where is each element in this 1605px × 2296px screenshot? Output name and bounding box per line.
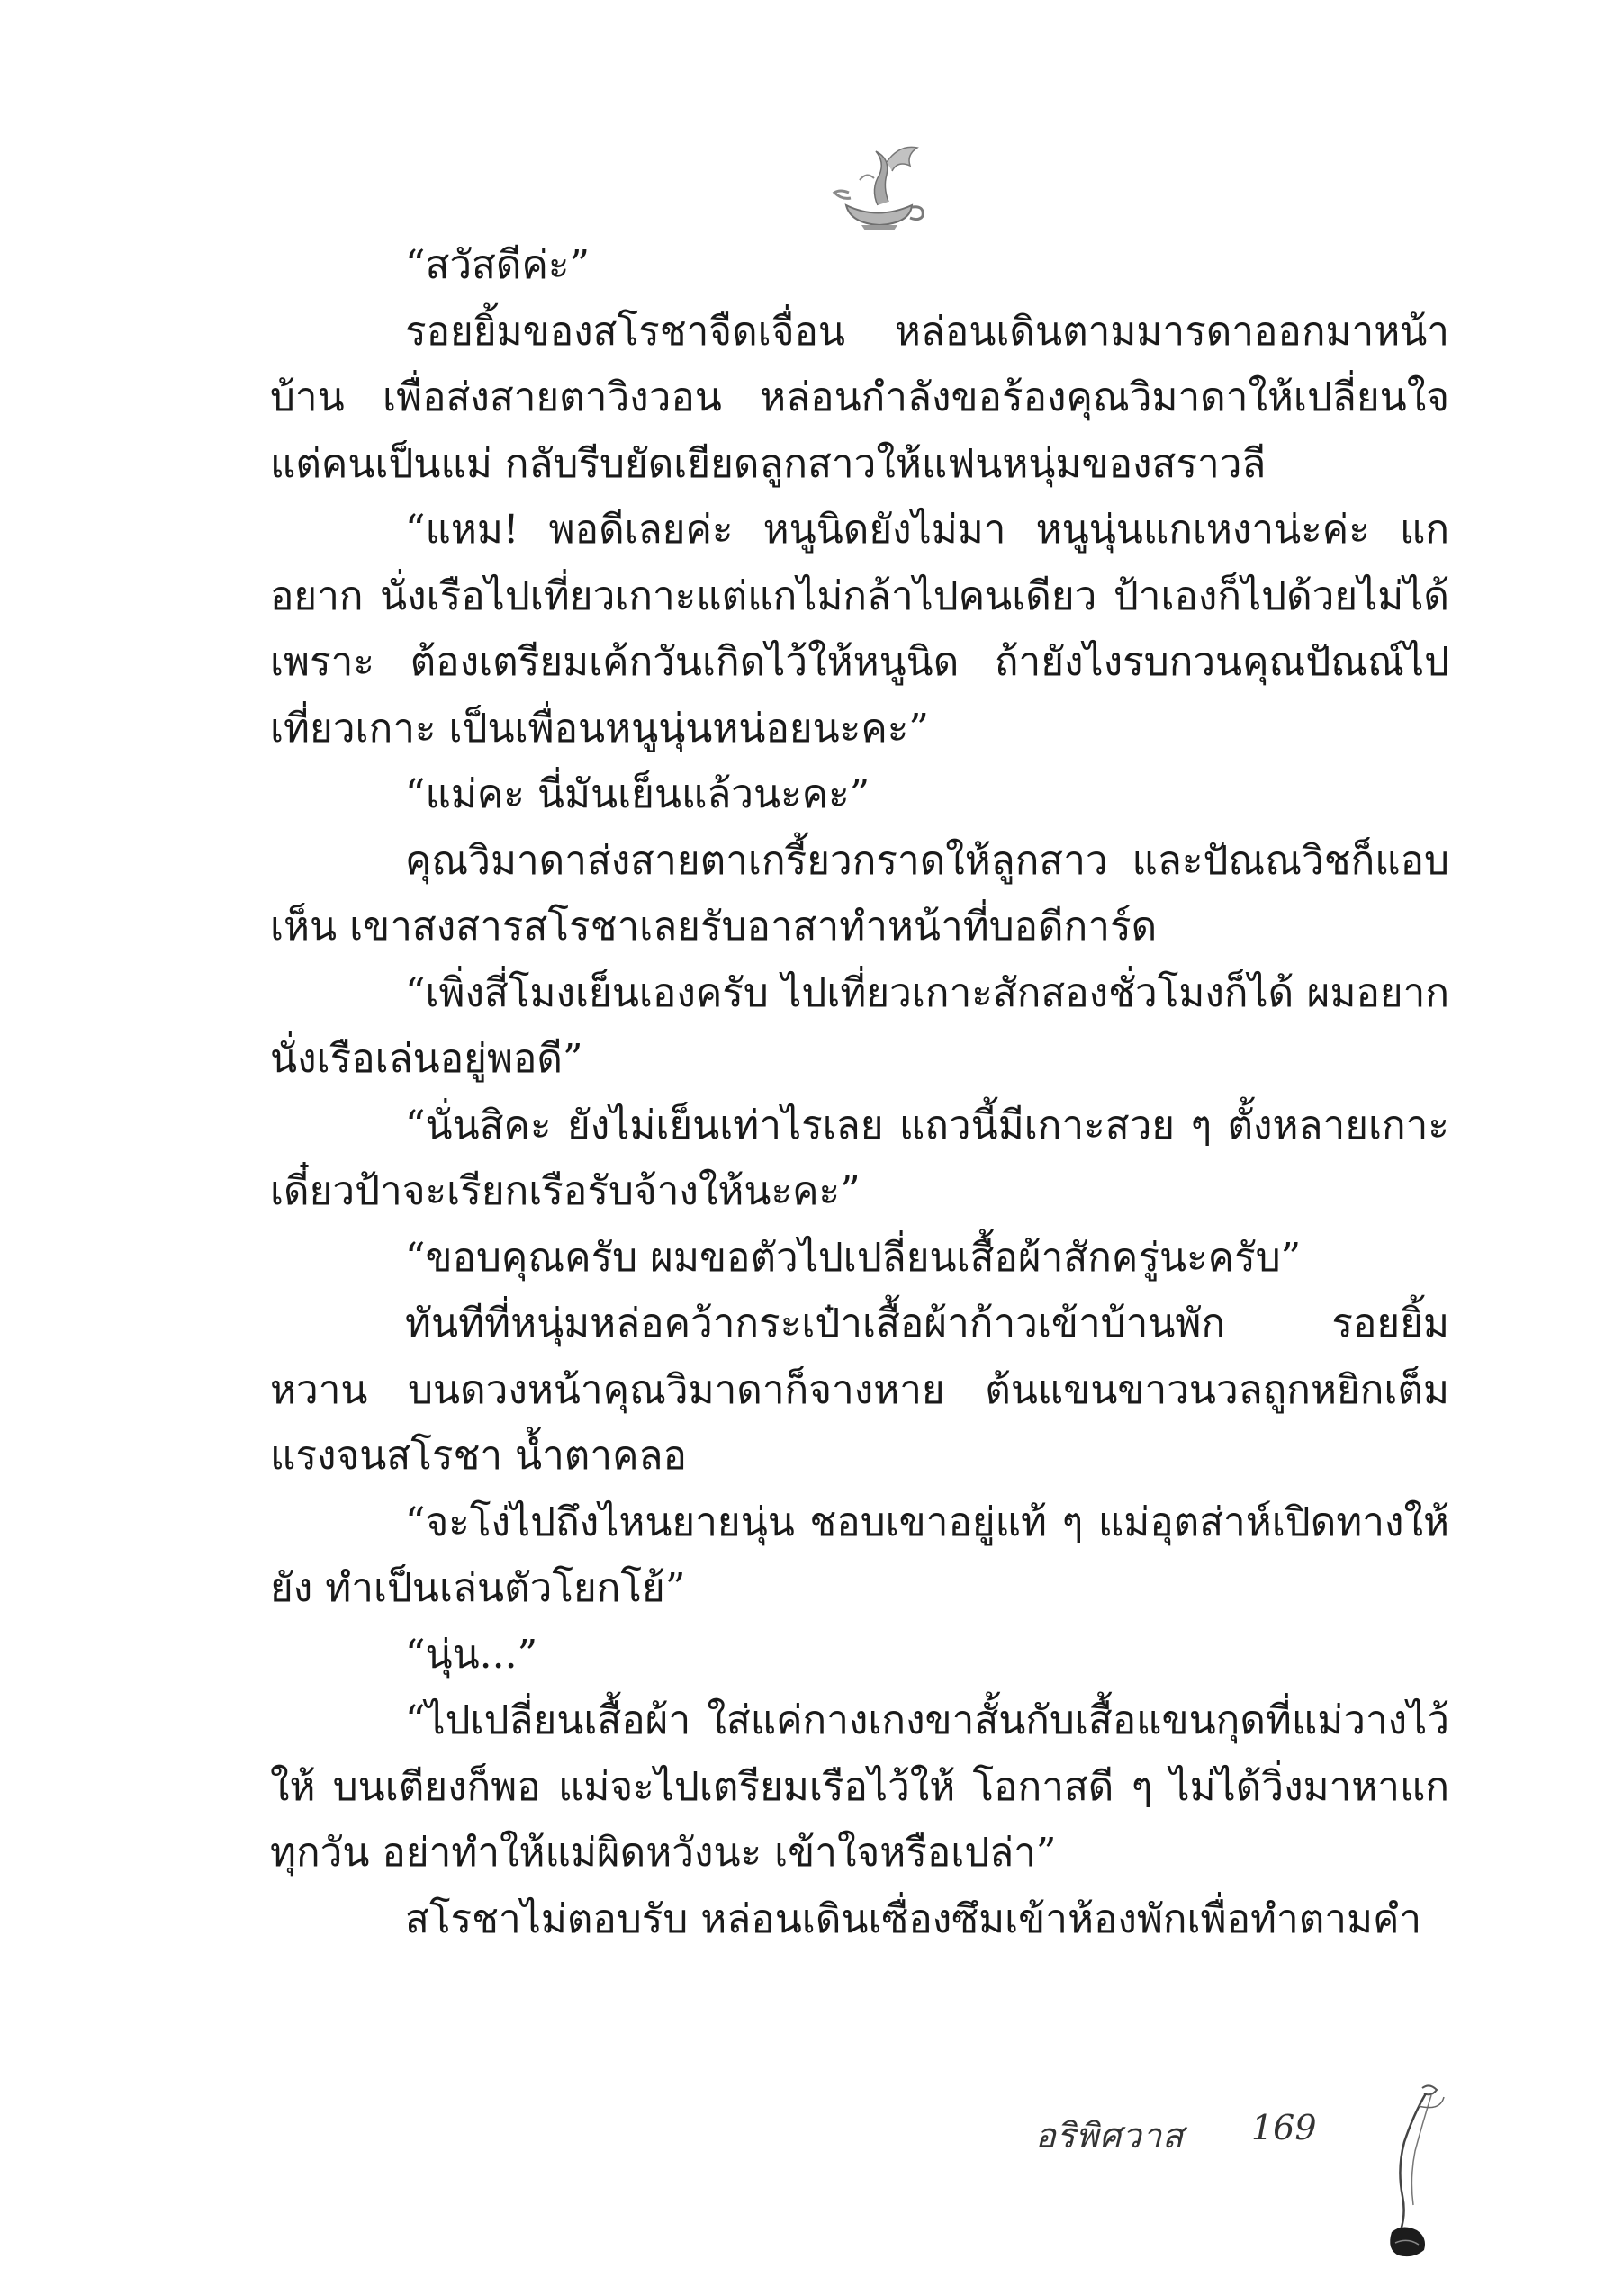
- paragraph: “ขอบคุณครับ ผมขอตัวไปเปลี่ยนเสื้อผ้าสักครู่นะครับ”: [405, 1234, 1302, 1281]
- book-title: อริพิศวาส: [1035, 2116, 1185, 2156]
- paragraph: “แม่คะ นี่มันเย็นแล้วนะคะ”: [405, 771, 870, 817]
- paragraph: “ไปเปลี่ยนเสื้อผ้า ใส่แค่กางเกงขาสั้นกับเสื้อแขนกุดที่แม่วางไว้ให้ บนเตียงก็พอ แม่จะไปเตรียมเรือไว้ให้ โอกาสดี ๆ ไม่ได้วิ่งมาหาแกทุกวัน อย่าทำให้แม่ผิดหวังนะ เข้าใจหรือเปล่า”: [270, 1697, 1449, 1876]
- page-footer: [1035, 2079, 1485, 2277]
- paragraph: “จะโง่ไปถึงไหนยายนุ่น ชอบเขาอยู่แท้ ๆ แม่อุตส่าห์เปิดทางให้ยัง ทำเป็นเล่นตัวโยกโย้”: [270, 1499, 1449, 1611]
- paragraph: สโรชาไม่ตอบรับ หล่อนเดินเซื่องซึมเข้าห้องพักเพื่อทำตามคำ: [405, 1895, 1422, 1942]
- story-text: [270, 232, 1449, 1952]
- page-number: 169: [1251, 2108, 1317, 2147]
- paragraph: ทันทีที่หนุ่มหล่อคว้ากระเป๋าเสื้อผ้าก้าวเข้าบ้านพัก รอยยิ้มหวาน บนดวงหน้าคุณวิมาดาก็จางหาย ต้นแขนขาวนวลถูกหยิกเต็มแรงจนสโรชา น้ำตาคลอ: [270, 1301, 1449, 1479]
- paragraph: “สวัสดีค่ะ”: [405, 242, 591, 288]
- paragraph: รอยยิ้มของสโรชาจืดเจื่อน หล่อนเดินตามมารดาออกมาหน้าบ้าน เพื่อส่งสายตาวิงวอน หล่อนกำลังขอร้องคุณวิมาดาให้เปลี่ยนใจ แต่คนเป็นแม่ กลับรีบยัดเยียดลูกสาวให้แฟนหนุ่มของสราวลี: [270, 308, 1449, 487]
- teapot-ornament-icon: [824, 135, 932, 239]
- paragraph: คุณวิมาดาส่งสายตาเกรี้ยวกราดให้ลูกสาว และปัณณวิชก็แอบเห็น เขาสงสารสโรชาเลยรับอาสาทำหน้าที่บอดีการ์ด: [270, 837, 1449, 950]
- paragraph: “เพิ่งสี่โมงเย็นเองครับ ไปเที่ยวเกาะสักสองชั่วโมงก็ได้ ผมอยาก นั่งเรือเล่นอยู่พอดี”: [270, 969, 1449, 1082]
- paragraph: “แหม! พอดีเลยค่ะ หนูนิดยังไม่มา หนูนุ่นแกเหงาน่ะค่ะ แกอยาก นั่งเรือไปเที่ยวเกาะแต่แกไม่กล้าไปคนเดียว ป้าเองก็ไปด้วยไม่ได้เพราะ ต้องเตรียมเค้กวันเกิดไว้ให้หนูนิด ถ้ายังไงรบกวนคุณปัณณ์ไปเที่ยวเกาะ เป็นเพื่อนหนูนุ่นหน่อยนะคะ”: [270, 507, 1449, 752]
- paragraph: “นุ่น...”: [405, 1631, 538, 1678]
- paragraph: “นั่นสิคะ ยังไม่เย็นเท่าไรเลย แถวนี้มีเกาะสวย ๆ ตั้งหลายเกาะ เดี๋ยวป้าจะเรียกเรือรับจ้างให้นะคะ”: [270, 1102, 1449, 1214]
- mermaid-ornament-icon: [1359, 2079, 1458, 2268]
